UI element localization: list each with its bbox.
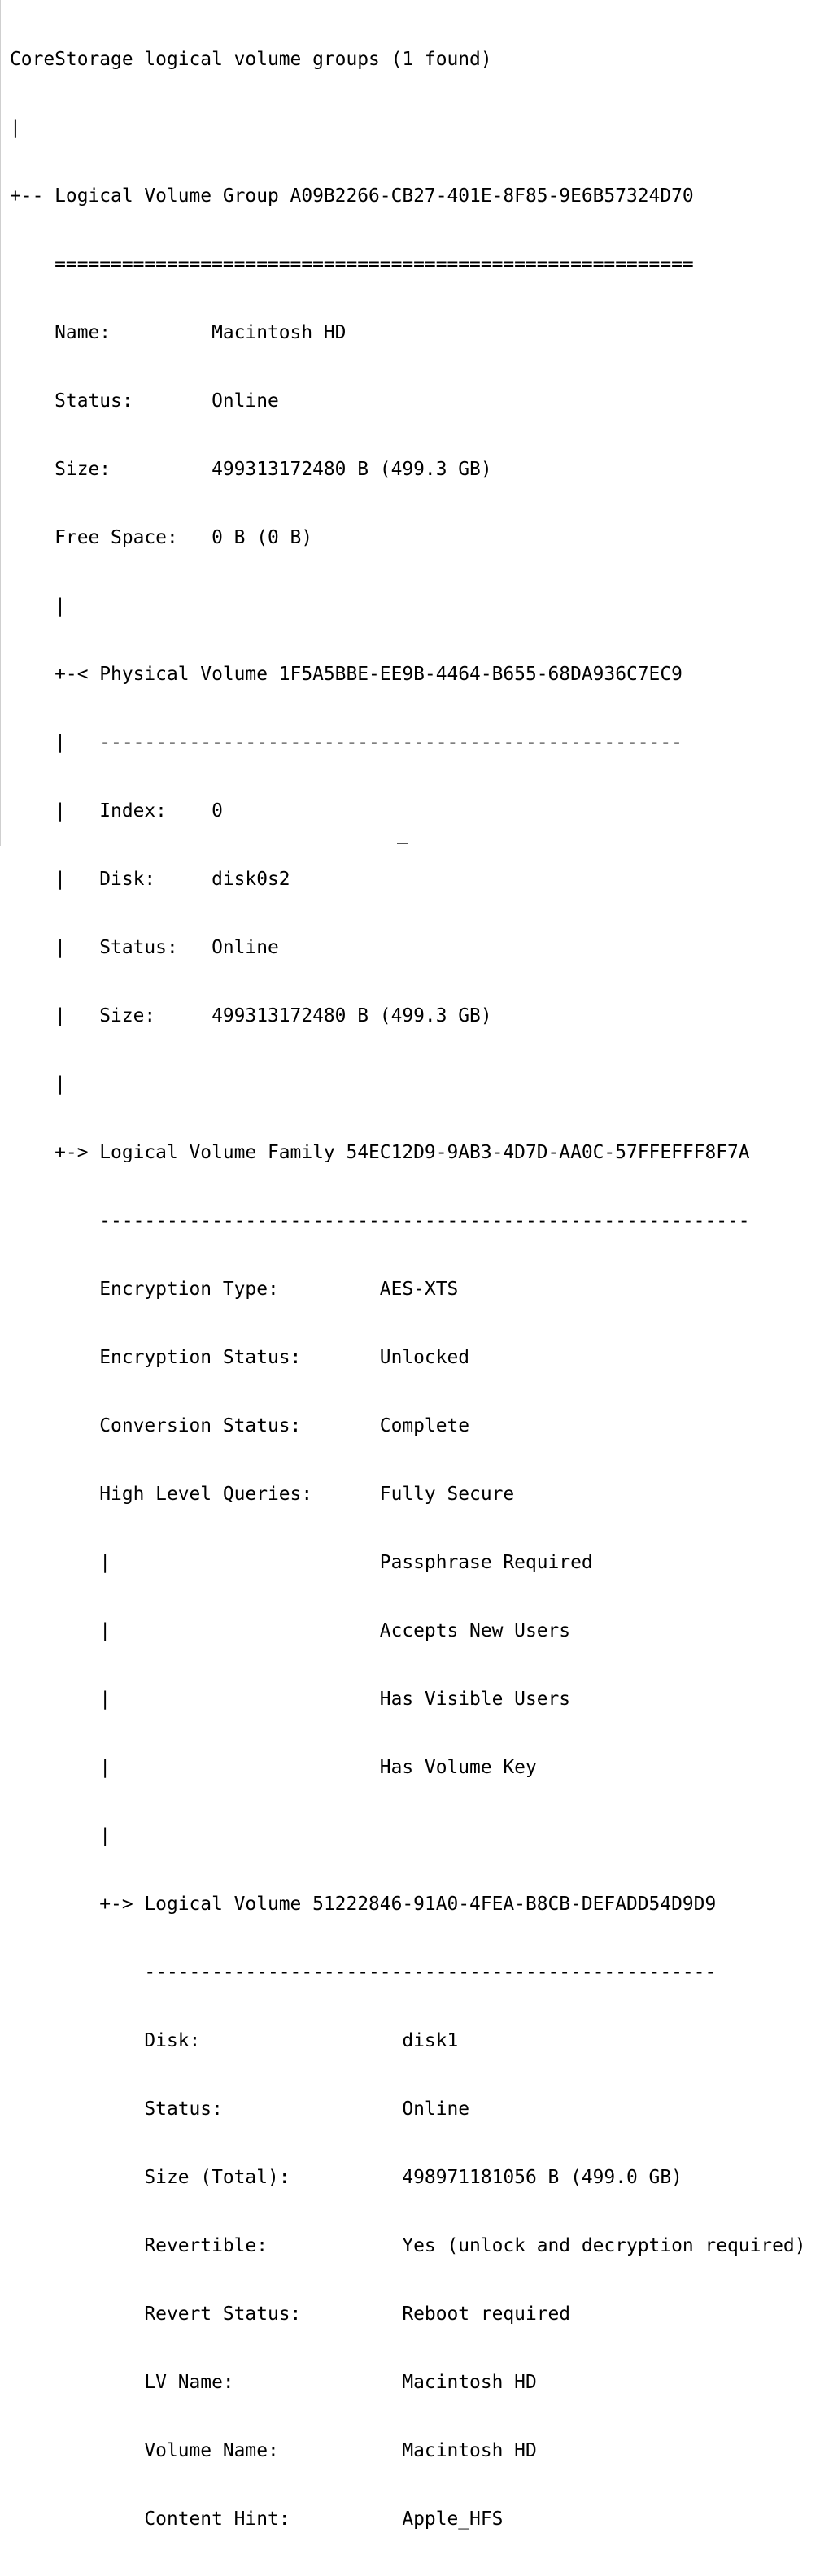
terminal-line: High Level Queries: Fully Secure — [10, 1484, 515, 1505]
terminal-line: | Size: 499313172480 B (499.3 GB) — [10, 1005, 492, 1026]
terminal-line: Conversion Status: Complete — [10, 1415, 470, 1436]
terminal-line: Size (Total): 498971181056 B (499.0 GB) — [10, 2167, 683, 2188]
terminal-line: Name: Macintosh HD — [10, 322, 347, 343]
terminal-output — [10, 2, 805, 2576]
terminal-line: Status: Online — [10, 390, 279, 412]
terminal-line: | — [10, 117, 21, 138]
terminal-line: +-> Logical Volume Family 54EC12D9-9AB3-4D7D-AA0C-57FFEFFF8F7A — [10, 1142, 750, 1163]
terminal-line: Volume Name: Macintosh HD — [10, 2440, 537, 2461]
terminal-line: ---------------------------------------------------------- — [10, 1210, 750, 1231]
text-cursor — [397, 843, 408, 844]
terminal-line: Free Space: 0 B (0 B) — [10, 527, 313, 548]
window-left-border — [0, 0, 1, 846]
terminal-line: Content Hint: Apple_HFS — [10, 2508, 504, 2530]
terminal-line: +-> Logical Volume 51222846-91A0-4FEA-B8CB-DEFADD54D9D9 — [10, 1894, 717, 1915]
terminal-line: Encryption Type: AES-XTS — [10, 1279, 459, 1300]
terminal-line: | Status: Online — [10, 937, 279, 958]
terminal-line: Revertible: Yes (unlock and decryption required) — [10, 2235, 806, 2256]
terminal-line: ========================================================= — [10, 254, 694, 275]
terminal-line: | Has Visible Users — [10, 1689, 571, 1710]
terminal-line: Revert Status: Reboot required — [10, 2304, 571, 2325]
terminal-line: +-- Logical Volume Group A09B2266-CB27-401E-8F85-9E6B57324D70 — [10, 185, 694, 207]
terminal-line: | Has Volume Key — [10, 1757, 537, 1778]
terminal-line: CoreStorage logical volume groups (1 found) — [10, 49, 492, 70]
terminal-line: Disk: disk1 — [10, 2030, 459, 2051]
terminal-line: Encryption Status: Unlocked — [10, 1347, 470, 1368]
terminal-line: | — [10, 595, 66, 617]
terminal-line: LV Name: Macintosh HD — [10, 2372, 537, 2393]
terminal-line: | Accepts New Users — [10, 1620, 571, 1641]
terminal-line: Size: 499313172480 B (499.3 GB) — [10, 459, 492, 480]
terminal-line: | Index: 0 — [10, 800, 223, 822]
terminal-line: --------------------------------------------------- — [10, 1962, 717, 1983]
terminal-line: +-< Physical Volume 1F5A5BBE-EE9B-4464-B655-68DA936C7EC9 — [10, 664, 683, 685]
terminal-line: | ---------------------------------------------------- — [10, 732, 683, 753]
terminal-line: | — [10, 1825, 111, 1846]
terminal-line: Status: Online — [10, 2099, 470, 2120]
terminal-line: | — [10, 1074, 66, 1095]
terminal-line: | Disk: disk0s2 — [10, 869, 290, 890]
terminal-line: | Passphrase Required — [10, 1552, 593, 1573]
